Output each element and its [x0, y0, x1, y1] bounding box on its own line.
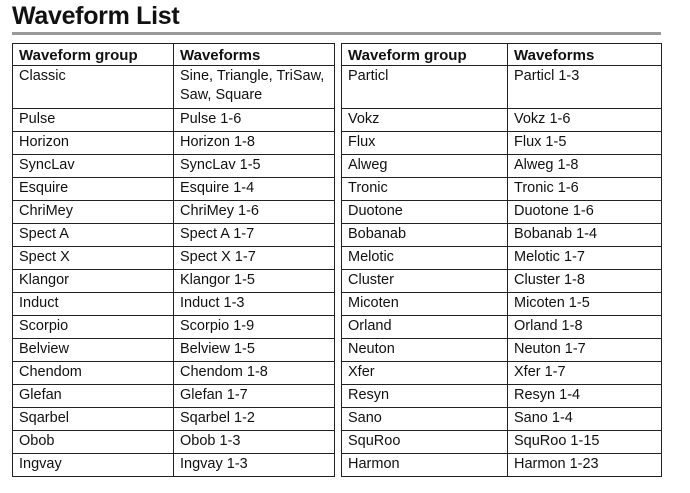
table-row [342, 293, 662, 316]
waveforms-cell: Scorpio 1-9 [174, 316, 335, 339]
table-row [13, 408, 335, 431]
table-row [13, 178, 335, 201]
waveforms-cell: Sqarbel 1-2 [174, 408, 335, 431]
waveform-group-cell: ChriMey [13, 201, 174, 224]
table-row [13, 362, 335, 385]
table-row [342, 109, 662, 132]
waveforms-cell: Spect X 1-7 [174, 247, 335, 270]
waveforms-cell: Resyn 1-4 [508, 385, 662, 408]
waveform-group-cell: SquRoo [342, 431, 508, 454]
table-row [13, 224, 335, 247]
table-row [342, 270, 662, 293]
table-row [13, 431, 335, 454]
waveforms-cell: Chendom 1-8 [174, 362, 335, 385]
waveform-group-cell: Spect A [13, 224, 174, 247]
waveform-group-cell: Neuton [342, 339, 508, 362]
waveforms-cell: SquRoo 1-15 [508, 431, 662, 454]
table-row [342, 362, 662, 385]
table-row [342, 408, 662, 431]
waveform-group-cell: SyncLav [13, 155, 174, 178]
waveform-group-cell: Obob [13, 431, 174, 454]
table-row [342, 155, 662, 178]
table-row [342, 247, 662, 270]
waveforms-cell: Orland 1-8 [508, 316, 662, 339]
waveforms-cell: Bobanab 1-4 [508, 224, 662, 247]
waveforms-cell: Klangor 1-5 [174, 270, 335, 293]
table-row [13, 247, 335, 270]
waveform-group-cell: Resyn [342, 385, 508, 408]
table-row [13, 201, 335, 224]
waveforms-cell: Xfer 1-7 [508, 362, 662, 385]
waveform-group-cell: Xfer [342, 362, 508, 385]
waveform-group-cell: Glefan [13, 385, 174, 408]
waveforms-cell: Esquire 1-4 [174, 178, 335, 201]
waveform-group-cell: Esquire [13, 178, 174, 201]
table-row [13, 109, 335, 132]
waveforms-cell: Belview 1-5 [174, 339, 335, 362]
table-row [13, 454, 335, 477]
table-row [342, 66, 662, 109]
table-row [13, 270, 335, 293]
waveform-table-left [12, 43, 335, 477]
waveforms-cell: Ingvay 1-3 [174, 454, 335, 477]
table-row [342, 224, 662, 247]
header-waveforms: Waveforms [174, 44, 335, 66]
table-row [13, 66, 335, 109]
waveform-group-cell: Horizon [13, 132, 174, 155]
waveform-group-cell: Flux [342, 132, 508, 155]
table-row [342, 339, 662, 362]
waveforms-cell: Sine, Triangle, TriSaw, Saw, Square [174, 66, 335, 109]
table-row [13, 316, 335, 339]
waveform-group-cell: Induct [13, 293, 174, 316]
waveforms-cell: ChriMey 1-6 [174, 201, 335, 224]
table-row [13, 293, 335, 316]
table-row [13, 132, 335, 155]
table-row [342, 316, 662, 339]
page-title: Waveform List [12, 2, 180, 30]
waveforms-cell: Horizon 1-8 [174, 132, 335, 155]
waveforms-cell: Micoten 1-5 [508, 293, 662, 316]
waveform-group-cell: Particl [342, 66, 508, 109]
waveforms-cell: SyncLav 1-5 [174, 155, 335, 178]
table-row [342, 178, 662, 201]
waveform-group-cell: Orland [342, 316, 508, 339]
waveforms-cell: Induct 1-3 [174, 293, 335, 316]
table-row [342, 431, 662, 454]
waveform-group-cell: Pulse [13, 109, 174, 132]
waveform-group-cell: Tronic [342, 178, 508, 201]
waveform-table-right [341, 43, 662, 477]
waveforms-cell: Obob 1-3 [174, 431, 335, 454]
waveform-group-cell: Chendom [13, 362, 174, 385]
waveform-group-cell: Sano [342, 408, 508, 431]
waveform-group-cell: Micoten [342, 293, 508, 316]
waveforms-cell: Melotic 1-7 [508, 247, 662, 270]
waveform-group-cell: Alweg [342, 155, 508, 178]
waveforms-cell: Particl 1-3 [508, 66, 662, 109]
table-row [342, 454, 662, 477]
waveforms-cell: Sano 1-4 [508, 408, 662, 431]
waveforms-cell: Harmon 1-23 [508, 454, 662, 477]
table-header-row [342, 44, 662, 66]
waveform-group-cell: Cluster [342, 270, 508, 293]
waveforms-cell: Pulse 1-6 [174, 109, 335, 132]
table-row [342, 385, 662, 408]
waveform-group-cell: Classic [13, 66, 174, 109]
waveform-group-cell: Scorpio [13, 316, 174, 339]
waveforms-cell: Vokz 1-6 [508, 109, 662, 132]
waveform-group-cell: Vokz [342, 109, 508, 132]
waveforms-cell: Neuton 1-7 [508, 339, 662, 362]
table-row [342, 132, 662, 155]
waveforms-cell: Tronic 1-6 [508, 178, 662, 201]
waveform-group-cell: Harmon [342, 454, 508, 477]
header-waveform-group: Waveform group [342, 44, 508, 66]
table-row [342, 201, 662, 224]
waveforms-cell: Cluster 1-8 [508, 270, 662, 293]
waveforms-cell: Alweg 1-8 [508, 155, 662, 178]
waveform-group-cell: Duotone [342, 201, 508, 224]
table-header-row [13, 44, 335, 66]
waveform-group-cell: Sqarbel [13, 408, 174, 431]
waveforms-cell: Spect A 1-7 [174, 224, 335, 247]
waveforms-cell: Duotone 1-6 [508, 201, 662, 224]
header-waveforms: Waveforms [508, 44, 662, 66]
header-waveform-group: Waveform group [13, 44, 174, 66]
waveform-group-cell: Belview [13, 339, 174, 362]
table-row [13, 385, 335, 408]
waveform-group-cell: Bobanab [342, 224, 508, 247]
waveform-group-cell: Spect X [13, 247, 174, 270]
waveforms-cell: Flux 1-5 [508, 132, 662, 155]
waveform-group-cell: Klangor [13, 270, 174, 293]
title-divider [12, 32, 661, 35]
waveform-group-cell: Melotic [342, 247, 508, 270]
table-row [13, 155, 335, 178]
table-row [13, 339, 335, 362]
waveform-group-cell: Ingvay [13, 454, 174, 477]
waveforms-cell: Glefan 1-7 [174, 385, 335, 408]
